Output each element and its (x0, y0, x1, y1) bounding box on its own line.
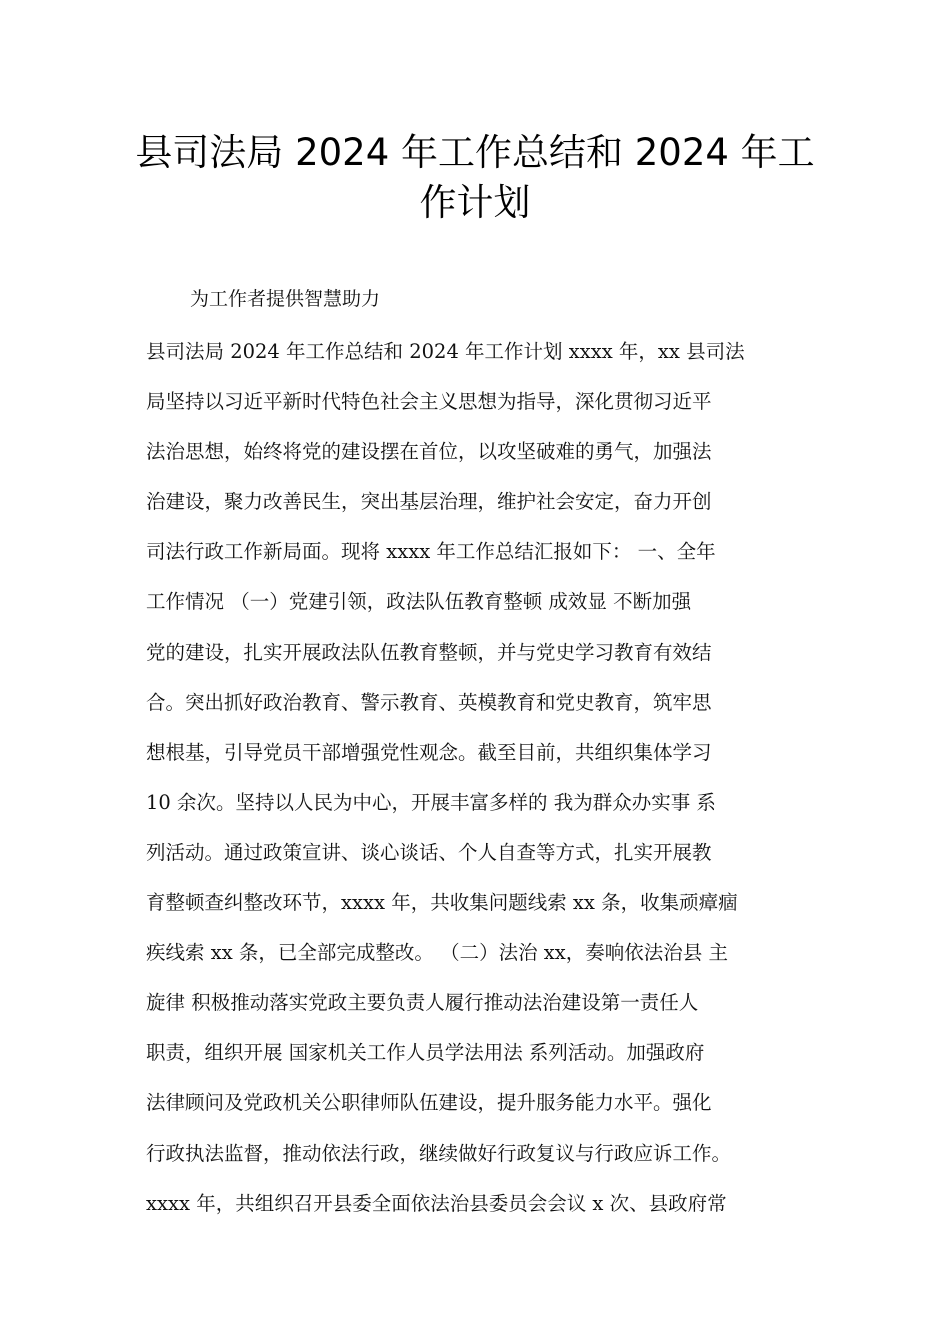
body-line: 职责，组织开展 国家机关工作人员学法用法 系列活动。加强政府 (146, 1041, 705, 1065)
body-line: 局坚持以习近平新时代特色社会主义思想为指导，深化贯彻习近平 (146, 390, 712, 414)
title-line-2: 作计划 (419, 181, 531, 224)
body-line: 党的建设，扎实开展政法队伍教育整顿，并与党史学习教育有效结 (146, 640, 712, 664)
body-line: 工作情况 （一）党建引领，政法队伍教育整顿 成效显 不断加强 (146, 590, 692, 614)
body-line: 10 余次。坚持以人民为中心，开展丰富多样的 我为群众办实事 系 (146, 790, 716, 814)
body-line: 法治思想，始终将党的建设摆在首位，以攻坚破难的勇气，加强法 (146, 440, 712, 464)
body-line: 想根基，引导党员干部增强党性观念。截至目前，共组织集体学习 (146, 740, 712, 764)
body-line: xxxx 年，共组织召开县委全面依法治县委员会会议 x 次、县政府常 (146, 1191, 727, 1215)
body-line: 列活动。通过政策宣讲、谈心谈话、个人自查等方式，扎实开展教 (146, 840, 712, 864)
document-subtitle: 为工作者提供智慧助力 (190, 288, 381, 310)
body-line: 县司法局 2024 年工作总结和 2024 年工作计划 xxxx 年，xx 县司法 (146, 340, 745, 363)
body-line: 治建设，聚力改善民生，突出基层治理，维护社会安定，奋力开创 (146, 490, 712, 514)
body-line: 育整顿查纠整改环节，xxxx 年，共收集问题线索 xx 条，收集顽瘴痼 (146, 891, 738, 915)
body-line: 法律顾问及党政机关公职律师队伍建设，提升服务能力水平。强化 (146, 1091, 712, 1115)
body-line: 疾线索 xx 条，已全部完成整改。 （二）法治 xx，奏响依法治县 主 (146, 941, 728, 965)
document-title (120, 128, 830, 228)
body-line: 行政执法监督，推动依法行政，继续做好行政复议与行政应诉工作。 (146, 1141, 732, 1165)
document-body (146, 337, 826, 1239)
body-line: 司法行政工作新局面。现将 xxxx 年工作总结汇报如下： 一、全年 (146, 540, 716, 564)
body-line: 旋律 积极推动落实党政主要负责人履行推动法治建设第一责任人 (146, 991, 699, 1015)
body-line: 合。突出抓好政治教育、警示教育、英模教育和党史教育，筑牢思 (146, 690, 712, 714)
title-line-1: 县司法局 2024 年工作总结和 2024 年工 (135, 131, 815, 174)
